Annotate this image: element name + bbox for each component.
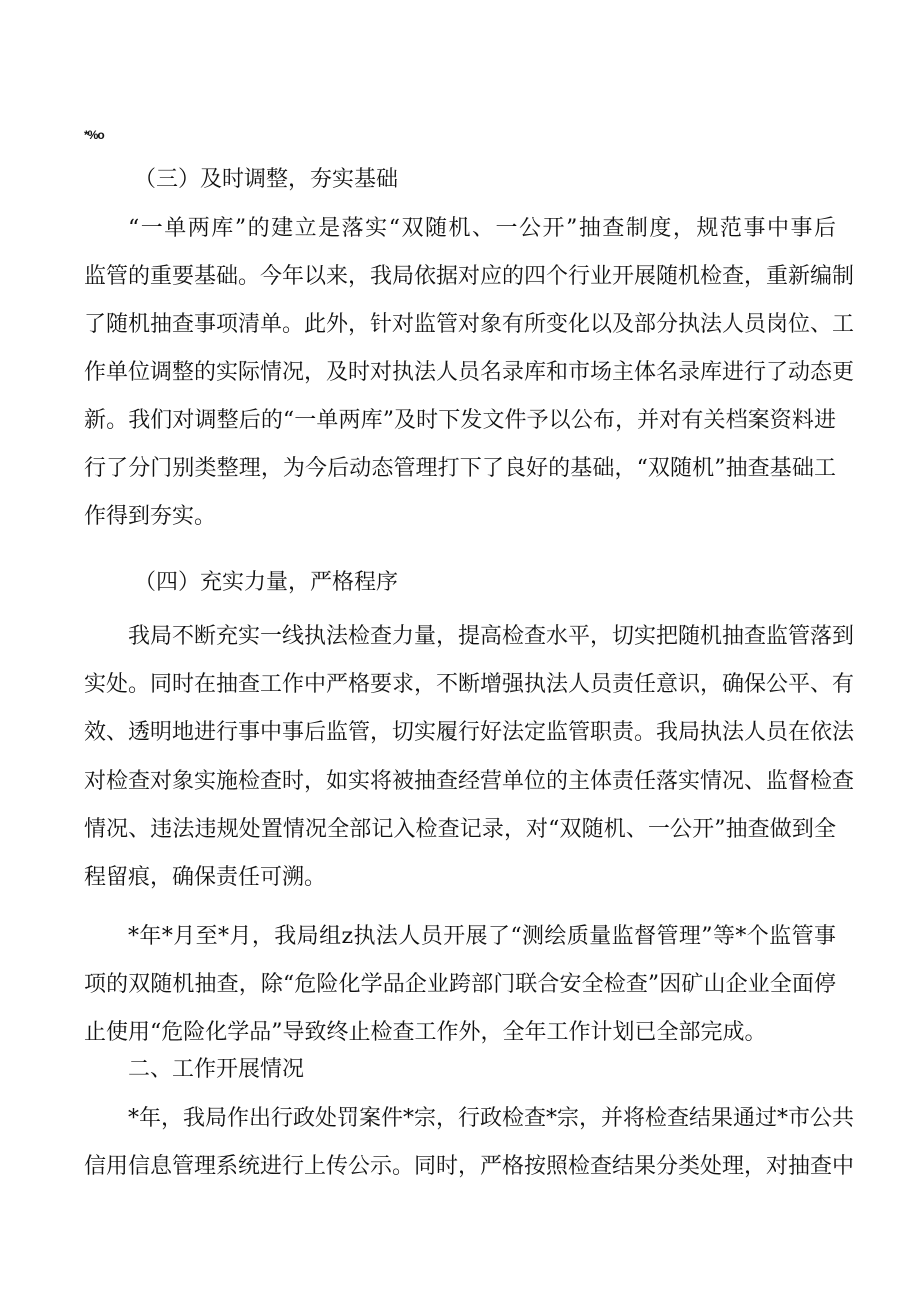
paragraph-line: 了随机抽查事项清单。此外，针对监管对象有所变化以及部分执法人员岗位、工 (84, 312, 855, 337)
paragraph-line: 作得到夯实。 (84, 504, 217, 529)
paragraph-line: 程留痕，确保责任可溯。 (84, 865, 327, 890)
section-heading-4: （四）充实力量，严格程序 (134, 570, 399, 595)
paragraph-line: 效、透明地进行事中事后监管，切实履行好法定监管职责。我局执法人员在依法 (84, 720, 855, 745)
paragraph-line: 新。我们对调整后的“一单两库”及时下发文件予以公布，并对有关档案资料进 (84, 408, 836, 433)
paragraph-line: 监管的重要基础。今年以来，我局依据对应的四个行业开展随机检查，重新编制 (84, 264, 855, 289)
paragraph-line: “一单两库”的建立是落实“双随机、一公开”抽查制度，规范事中事后 (128, 216, 836, 241)
section-heading-2: 二、工作开展情况 (128, 1057, 305, 1082)
section-heading-3: （三）及时调整，夯实基础 (134, 167, 399, 192)
paragraph-line: *年*月至*月，我局组z执法人员开展了“测绘质量监督管理”等*个监管事 (128, 924, 836, 949)
page-fragment-text: *%o (84, 128, 104, 142)
paragraph-line: 实处。同时在抽查工作中严格要求，不断增强执法人员责任意识，确保公平、有 (84, 672, 855, 697)
paragraph-line: 对检查对象实施检查时，如实将被抽查经营单位的主体责任落实情况、监督检查 (84, 769, 855, 794)
paragraph-line: 我局不断充实一线执法检查力量，提高检查水平，切实把随机抽查监管落到 (128, 624, 855, 649)
paragraph-line: 情况、违法违规处置情况全部记入检查记录，对“双随机、一公开”抽查做到全 (84, 817, 836, 842)
paragraph-line: 作单位调整的实际情况，及时对执法人员名录库和市场主体名录库进行了动态更 (84, 360, 855, 385)
paragraph-line: *年，我局作出行政处罚案件*宗，行政检查*宗，并将检查结果通过*市公共 (128, 1106, 855, 1131)
paragraph-line: 行了分门别类整理，为今后动态管理打下了良好的基础，“双随机”抽查基础工 (84, 456, 836, 481)
paragraph-line: 信用信息管理系统进行上传公示。同时，严格按照检查结果分类处理，对抽查中 (84, 1154, 855, 1179)
paragraph-line: 止使用“危险化学品”导致终止检查工作外，全年工作计划已全部完成。 (84, 1020, 767, 1045)
paragraph-line: 项的双随机抽查，除“危险化学品企业跨部门联合安全检查”因矿山企业全面停 (84, 972, 836, 997)
